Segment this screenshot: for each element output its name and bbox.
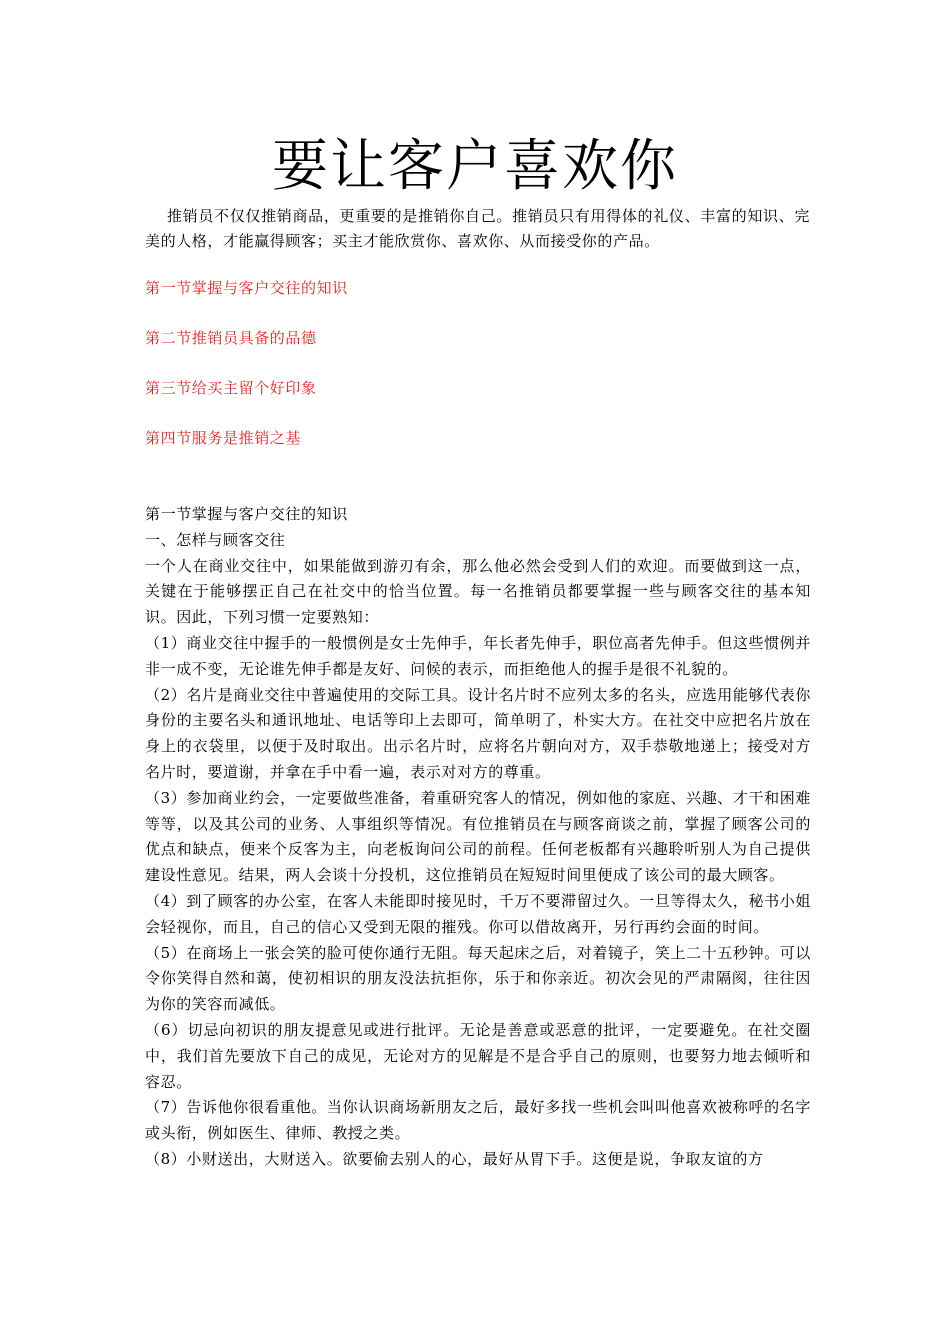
toc-link-section-2[interactable]: 第二节推销员具备的品德: [145, 329, 317, 347]
intro-paragraph: 推销员不仅仅推销商品，更重要的是推销你自己。推销员只有用得体的礼仪、丰富的知识、完美的人格，才能赢得顾客；买主才能欣赏你、喜欢你、从而接受你的产品。: [145, 207, 810, 250]
toc-link-section-4[interactable]: 第四节服务是推销之基: [145, 429, 302, 447]
body-paragraph: 一个人在商业交往中，如果能做到游刃有余，那么他必然会受到人们的欢迎。而要做到这一点，关键在于能够摆正自己在社交中的恰当位置。每一名推销员都要掌握一些与顾客交往的基本知识。因此，下列习惯一定要熟知：: [145, 556, 811, 627]
toc-link-section-3[interactable]: 第三节给买主留个好印象: [145, 379, 317, 397]
body-paragraph-item-8: （8）小财送出，大财送入。欲要偷去别人的心，最好从胃下手。这便是说，争取友谊的方: [145, 1149, 764, 1168]
body-paragraph-item-6: （6）切忌向初识的朋友提意见或进行批评。无论是善意或恶意的批评，一定要避免。在社交圈中，我们首先要放下自己的成见，无论对方的见解是不是合乎自己的原则，也要努力地去倾听和容忍。: [145, 1020, 811, 1091]
toc-link-section-1[interactable]: 第一节掌握与客户交往的知识: [145, 279, 348, 297]
body-paragraph-item-7: （7）告诉他你很看重他。当你认识商场新朋友之后，最好多找一些机会叫叫他喜欢被称呼的名字或头衔，例如医生、律师、教授之类。: [145, 1098, 811, 1143]
section-heading: 第一节掌握与客户交往的知识: [145, 505, 348, 523]
body-paragraph-item-2: （2）名片是商业交往中普遍使用的交际工具。设计名片时不应列太多的名头，应选用能够代表你身份的主要名头和通讯地址、电话等印上去即可，简单明了，朴实大方。在社交中应把名片放在身上的衣袋里，以便于及时取出。出示名片时，应将名片朝向对方，双手恭敬地递上；接受对方名片时，要道谢，并拿在手中看一遍，表示对对方的尊重。: [145, 685, 811, 781]
body-paragraph-item-1: （1）商业交往中握手的一般惯例是女士先伸手，年长者先伸手，职位高者先伸手。但这些惯例并非一成不变，无论谁先伸手都是友好、问候的表示，而拒绝他人的握手是很不礼貌的。: [145, 633, 811, 678]
section-body: [145, 502, 811, 1173]
body-paragraph-item-4: （4）到了顾客的办公室，在客人未能即时接见时，千万不要滞留过久。一旦等得太久，秘书小姐会轻视你，而且，自己的信心又受到无限的摧残。你可以借故离开，另行再约会面的时间。: [145, 891, 811, 936]
subsection-heading: 一、怎样与顾客交往: [145, 530, 286, 549]
table-of-contents: [145, 278, 810, 478]
body-paragraph-item-3: （3）参加商业约会，一定要做些准备，着重研究客人的情况，例如他的家庭、兴趣、才干和困难等等，以及其公司的业务、人事组织等情况。有位推销员在与顾客商谈之前，掌握了顾客公司的优点和缺点，便来个反客为主，向老板询问公司的前程。任何老板都有兴趣聆听别人为自己提供建设性意见。结果，两人会谈十分投机，这位推销员在短短时间里便成了该公司的最大顾客。: [145, 788, 811, 885]
document-title: 要让客户喜欢你: [272, 134, 678, 199]
body-paragraph-item-5: （5）在商场上一张会笑的脸可使你通行无阻。每天起床之后，对着镜子，笑上二十五秒钟。可以令你笑得自然和蔼，使初相识的朋友没法抗拒你，乐于和你亲近。初次会见的严肃隔阂，往往因为你的笑容而减低。: [145, 943, 811, 1014]
